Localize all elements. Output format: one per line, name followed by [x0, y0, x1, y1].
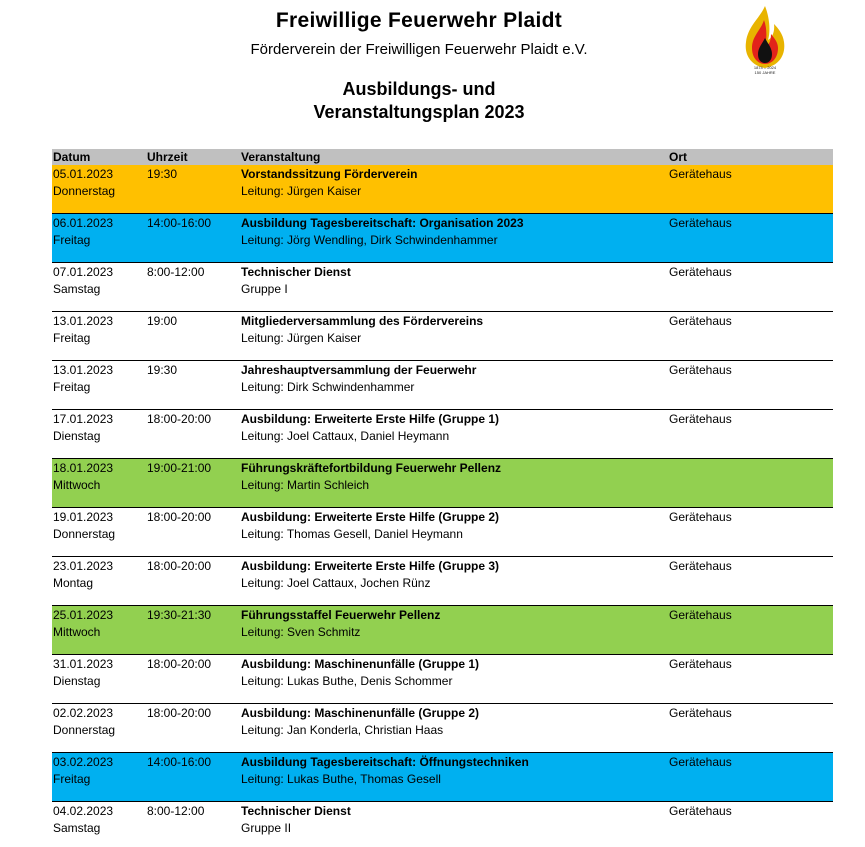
cell-event	[241, 656, 671, 690]
cell-time	[147, 705, 237, 722]
table-row	[52, 606, 833, 655]
time-text: 19:30	[147, 363, 178, 377]
cell-place	[669, 803, 819, 820]
cell-date	[53, 509, 147, 543]
weekday-text: Donnerstag	[53, 723, 116, 737]
cell-place	[669, 215, 819, 232]
date-text: 23.01.2023	[53, 559, 114, 573]
event-detail: Leitung: Jürgen Kaiser	[241, 184, 362, 198]
column-header-event: Veranstaltung	[241, 150, 321, 164]
cell-date	[53, 607, 147, 641]
time-text: 8:00-12:00	[147, 265, 205, 279]
table-row	[52, 753, 833, 802]
event-title: Jahreshauptversammlung der Feuerwehr	[241, 363, 477, 377]
event-detail: Leitung: Jürgen Kaiser	[241, 331, 362, 345]
place-text: Gerätehaus	[669, 755, 732, 769]
table-row	[52, 655, 833, 704]
event-title: Führungskräftefortbildung Feuerwehr Pellenz	[241, 461, 502, 475]
event-detail: Leitung: Joel Cattaux, Daniel Heymann	[241, 429, 450, 443]
logo-anniversary: 150 JAHRE	[754, 70, 776, 75]
logo-years: 1874 – 2024	[753, 65, 777, 70]
date-text: 07.01.2023	[53, 265, 114, 279]
event-title: Führungsstaffel Feuerwehr Pellenz	[241, 608, 441, 622]
time-text: 19:00-21:00	[147, 461, 212, 475]
weekday-text: Montag	[53, 576, 94, 590]
event-title: Ausbildung Tagesbereitschaft: Organisation 2023	[241, 216, 524, 230]
weekday-text: Mittwoch	[53, 478, 101, 492]
event-title: Technischer Dienst	[241, 265, 351, 279]
weekday-text: Donnerstag	[53, 527, 116, 541]
table-row	[52, 312, 833, 361]
place-text: Gerätehaus	[669, 265, 732, 279]
cell-time	[147, 509, 237, 526]
cell-place	[669, 166, 819, 183]
cell-event	[241, 754, 671, 788]
cell-date	[53, 705, 147, 739]
date-text: 04.02.2023	[53, 804, 114, 818]
event-title: Ausbildung: Erweiterte Erste Hilfe (Gruppe 2)	[241, 510, 500, 524]
cell-date	[53, 460, 147, 494]
cell-time	[147, 460, 237, 477]
cell-place	[669, 607, 819, 624]
place-text: Gerätehaus	[669, 608, 732, 622]
event-detail: Gruppe II	[241, 821, 292, 835]
table-row	[52, 263, 833, 312]
logo-text	[736, 65, 794, 75]
date-text: 13.01.2023	[53, 314, 114, 328]
time-text: 18:00-20:00	[147, 510, 212, 524]
date-text: 18.01.2023	[53, 461, 114, 475]
cell-place	[669, 558, 819, 575]
cell-time	[147, 362, 237, 379]
weekday-text: Freitag	[53, 233, 91, 247]
weekday-text: Freitag	[53, 331, 91, 345]
time-text: 19:30-21:30	[147, 608, 212, 622]
cell-time	[147, 607, 237, 624]
place-text: Gerätehaus	[669, 706, 732, 720]
time-text: 18:00-20:00	[147, 706, 212, 720]
weekday-text: Mittwoch	[53, 625, 101, 639]
cell-date	[53, 558, 147, 592]
cell-place	[669, 313, 819, 330]
event-title: Ausbildung: Maschinenunfälle (Gruppe 1)	[241, 657, 480, 671]
cell-place	[669, 754, 819, 771]
cell-event	[241, 313, 671, 347]
event-title: Ausbildung Tagesbereitschaft: Öffnungstechniken	[241, 755, 529, 769]
cell-event	[241, 215, 671, 249]
time-text: 19:00	[147, 314, 178, 328]
cell-date	[53, 264, 147, 298]
place-text: Gerätehaus	[669, 412, 732, 426]
column-header-place: Ort	[669, 150, 687, 164]
cell-event	[241, 803, 671, 837]
cell-event	[241, 607, 671, 641]
weekday-text: Samstag	[53, 821, 101, 835]
cell-place	[669, 362, 819, 379]
event-detail: Leitung: Joel Cattaux, Jochen Rünz	[241, 576, 431, 590]
weekday-text: Dienstag	[53, 429, 101, 443]
place-text: Gerätehaus	[669, 804, 732, 818]
time-text: 19:30	[147, 167, 178, 181]
event-detail: Leitung: Dirk Schwindenhammer	[241, 380, 415, 394]
date-text: 05.01.2023	[53, 167, 114, 181]
cell-event	[241, 362, 671, 396]
event-detail: Leitung: Jörg Wendling, Dirk Schwindenhammer	[241, 233, 498, 247]
cell-time	[147, 313, 237, 330]
event-title: Ausbildung: Erweiterte Erste Hilfe (Gruppe 3)	[241, 559, 500, 573]
event-title: Mitgliederversammlung des Fördervereins	[241, 314, 484, 328]
time-text: 8:00-12:00	[147, 804, 205, 818]
column-header-time: Uhrzeit	[147, 150, 188, 164]
cell-place	[669, 656, 819, 673]
cell-place	[669, 264, 819, 281]
cell-time	[147, 166, 237, 183]
date-text: 17.01.2023	[53, 412, 114, 426]
date-text: 25.01.2023	[53, 608, 114, 622]
event-detail: Leitung: Sven Schmitz	[241, 625, 361, 639]
cell-event	[241, 264, 671, 298]
time-text: 18:00-20:00	[147, 412, 212, 426]
event-title: Ausbildung: Erweiterte Erste Hilfe (Gruppe 1)	[241, 412, 500, 426]
cell-event	[241, 558, 671, 592]
cell-date	[53, 362, 147, 396]
table-row	[52, 802, 833, 846]
cell-date	[53, 166, 147, 200]
place-text: Gerätehaus	[669, 314, 732, 328]
cell-place	[669, 411, 819, 428]
cell-event	[241, 166, 671, 200]
plan-title-line2: Veranstaltungsplan 2023	[313, 102, 525, 122]
date-text: 31.01.2023	[53, 657, 114, 671]
table-row	[52, 508, 833, 557]
column-header-date: Datum	[53, 150, 91, 164]
place-text: Gerätehaus	[669, 363, 732, 377]
cell-date	[53, 411, 147, 445]
time-text: 14:00-16:00	[147, 755, 212, 769]
event-detail: Leitung: Lukas Buthe, Thomas Gesell	[241, 772, 441, 786]
cell-date	[53, 656, 147, 690]
event-detail: Leitung: Jan Konderla, Christian Haas	[241, 723, 444, 737]
time-text: 18:00-20:00	[147, 559, 212, 573]
cell-time	[147, 264, 237, 281]
cell-date	[53, 313, 147, 347]
cell-event	[241, 705, 671, 739]
weekday-text: Dienstag	[53, 674, 101, 688]
org-title: Freiwillige Feuerwehr Plaidt	[275, 9, 563, 32]
time-text: 18:00-20:00	[147, 657, 212, 671]
cell-place	[669, 705, 819, 722]
cell-date	[53, 215, 147, 249]
date-text: 06.01.2023	[53, 216, 114, 230]
event-detail: Gruppe I	[241, 282, 288, 296]
event-detail: Leitung: Thomas Gesell, Daniel Heymann	[241, 527, 463, 541]
date-text: 03.02.2023	[53, 755, 114, 769]
event-title: Ausbildung: Maschinenunfälle (Gruppe 2)	[241, 706, 480, 720]
cell-time	[147, 411, 237, 428]
cell-event	[241, 460, 671, 494]
place-text: Gerätehaus	[669, 510, 732, 524]
cell-date	[53, 754, 147, 788]
plan-title-line1: Ausbildungs- und	[342, 79, 496, 99]
table-header	[52, 149, 833, 165]
cell-event	[241, 509, 671, 543]
weekday-text: Freitag	[53, 380, 91, 394]
event-detail: Leitung: Martin Schleich	[241, 478, 370, 492]
cell-time	[147, 754, 237, 771]
table-row	[52, 410, 833, 459]
table-row	[52, 557, 833, 606]
place-text: Gerätehaus	[669, 559, 732, 573]
date-text: 13.01.2023	[53, 363, 114, 377]
table-row	[52, 361, 833, 410]
cell-place	[669, 509, 819, 526]
plan-title	[0, 78, 838, 124]
event-title: Technischer Dienst	[241, 804, 351, 818]
weekday-text: Donnerstag	[53, 184, 116, 198]
place-text: Gerätehaus	[669, 167, 732, 181]
table-row	[52, 165, 833, 214]
weekday-text: Freitag	[53, 772, 91, 786]
table-body	[52, 165, 833, 846]
event-title: Vorstandssitzung Förderverein	[241, 167, 418, 181]
table-row	[52, 214, 833, 263]
cell-time	[147, 558, 237, 575]
date-text: 19.01.2023	[53, 510, 114, 524]
table-row	[52, 704, 833, 753]
place-text: Gerätehaus	[669, 657, 732, 671]
subtitle: Förderverein der Freiwilligen Feuerwehr Plaidt e.V.	[250, 41, 588, 58]
schedule-table	[52, 149, 833, 846]
table-row	[52, 459, 833, 508]
cell-time	[147, 656, 237, 673]
weekday-text: Samstag	[53, 282, 101, 296]
event-detail: Leitung: Lukas Buthe, Denis Schommer	[241, 674, 453, 688]
cell-time	[147, 803, 237, 820]
cell-time	[147, 215, 237, 232]
cell-event	[241, 411, 671, 445]
cell-date	[53, 803, 147, 837]
time-text: 14:00-16:00	[147, 216, 212, 230]
place-text: Gerätehaus	[669, 216, 732, 230]
date-text: 02.02.2023	[53, 706, 114, 720]
